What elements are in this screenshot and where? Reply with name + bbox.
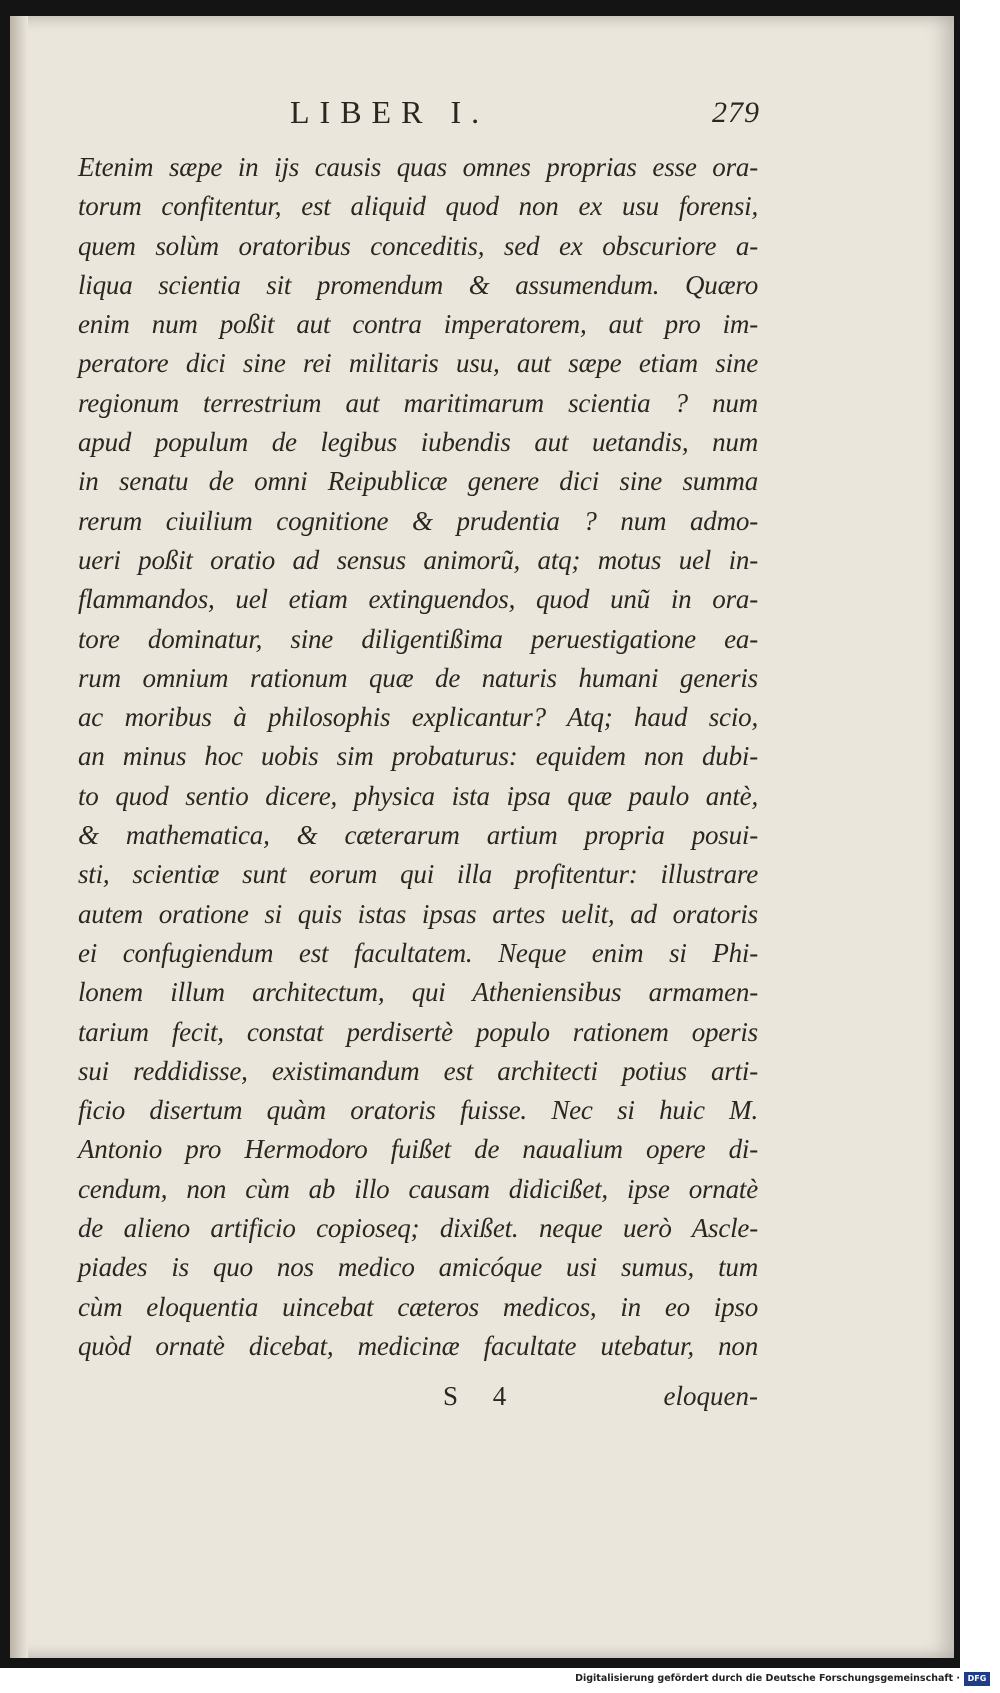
text-line: cùm eloquentia uincebat cæteros medicos, in eo ipso <box>78 1291 758 1322</box>
text-line: tarium fecit, constat perdisertè populo rationem operis <box>78 1016 758 1047</box>
text-line: regionum terrestrium aut maritimarum scientia ? num <box>78 387 758 418</box>
running-title: LIBER I. <box>290 94 490 130</box>
text-line: Etenim sæpe in ijs causis quas omnes proprias esse ora- <box>78 152 758 182</box>
text-line: lonem illum architectum, qui Atheniensibus armamen- <box>78 977 758 1008</box>
text-line: de alieno artificio copioseq; dixißet. neque uerò Ascle- <box>78 1213 758 1244</box>
body-text <box>78 148 758 1366</box>
text-line: cendum, non cùm ab illo causam didicißet, ipse ornatè <box>78 1173 758 1204</box>
text-line: peratore dici sine rei militaris usu, aut sæpe etiam sine <box>78 348 758 379</box>
signature-mark: S 4 <box>443 1381 521 1411</box>
page-gutter <box>10 16 28 1658</box>
page-footer <box>78 1381 758 1421</box>
text-line: in senatu de omni Reipublicæ genere dici sine summa <box>78 466 758 497</box>
text-line: ficio disertum quàm oratoris fuisse. Nec si huic M. <box>78 1095 758 1126</box>
text-line: enim num poßit aut contra imperatorem, aut pro im- <box>78 309 758 340</box>
text-line: sui reddidisse, existimandum est architecti potius arti- <box>78 1055 758 1086</box>
dfg-logo-icon: DFG <box>964 1672 990 1686</box>
text-line: ac moribus à philosophis explicantur? Atq; haud scio, <box>78 702 758 733</box>
text-line: ueri poßit oratio ad sensus animorũ, atq; motus uel in- <box>78 544 758 575</box>
catchword: eloquen- <box>663 1381 758 1411</box>
text-line: rum omnium rationum quæ de naturis humani generis <box>78 662 758 693</box>
text-line: apud populum de legibus iubendis aut uetandis, num <box>78 427 758 458</box>
text-line: Antonio pro Hermodoro fuißet de naualium opere di- <box>78 1134 758 1165</box>
running-head <box>280 94 780 134</box>
text-line: rerum ciuilium cognitione & prudentia ? num admo- <box>78 505 758 536</box>
text-line: sti, scientiæ sunt eorum qui illa profitentur: illustrare <box>78 859 758 890</box>
text-line: liqua scientia sit promendum & assumendum. Quæro <box>78 269 758 300</box>
text-line: autem oratione si quis istas ipsas artes uelit, ad oratoris <box>78 898 758 929</box>
text-line: piades is quo nos medico amicóque usi sumus, tum <box>78 1252 758 1283</box>
folio-number: 279 <box>712 96 760 129</box>
text-line: quòd ornatè dicebat, medicinæ facultate utebatur, non <box>78 1330 758 1361</box>
text-line: an minus hoc uobis sim probaturus: equidem non dubi- <box>78 741 758 772</box>
book-page <box>10 16 954 1658</box>
text-line: & mathematica, & cæterarum artium propria posui- <box>78 820 758 851</box>
text-line: quem solùm oratoribus conceditis, sed ex obscuriore a- <box>78 230 758 261</box>
text-line: torum confitentur, est aliquid quod non ex usu forensi, <box>78 191 758 222</box>
credit-bar <box>0 1668 1000 1693</box>
funding-credit: Digitalisierung gefördert durch die Deutsche Forschungsgemeinschaft · <box>575 1673 960 1684</box>
text-line: tore dominatur, sine diligentißima peruestigatione ea- <box>78 623 758 654</box>
text-line: flammandos, uel etiam extinguendos, quod unũ in ora- <box>78 584 758 615</box>
text-line: to quod sentio dicere, physica ista ipsa quæ paulo antè, <box>78 780 758 811</box>
text-line: ei confugiendum est facultatem. Neque enim si Phi- <box>78 937 758 968</box>
